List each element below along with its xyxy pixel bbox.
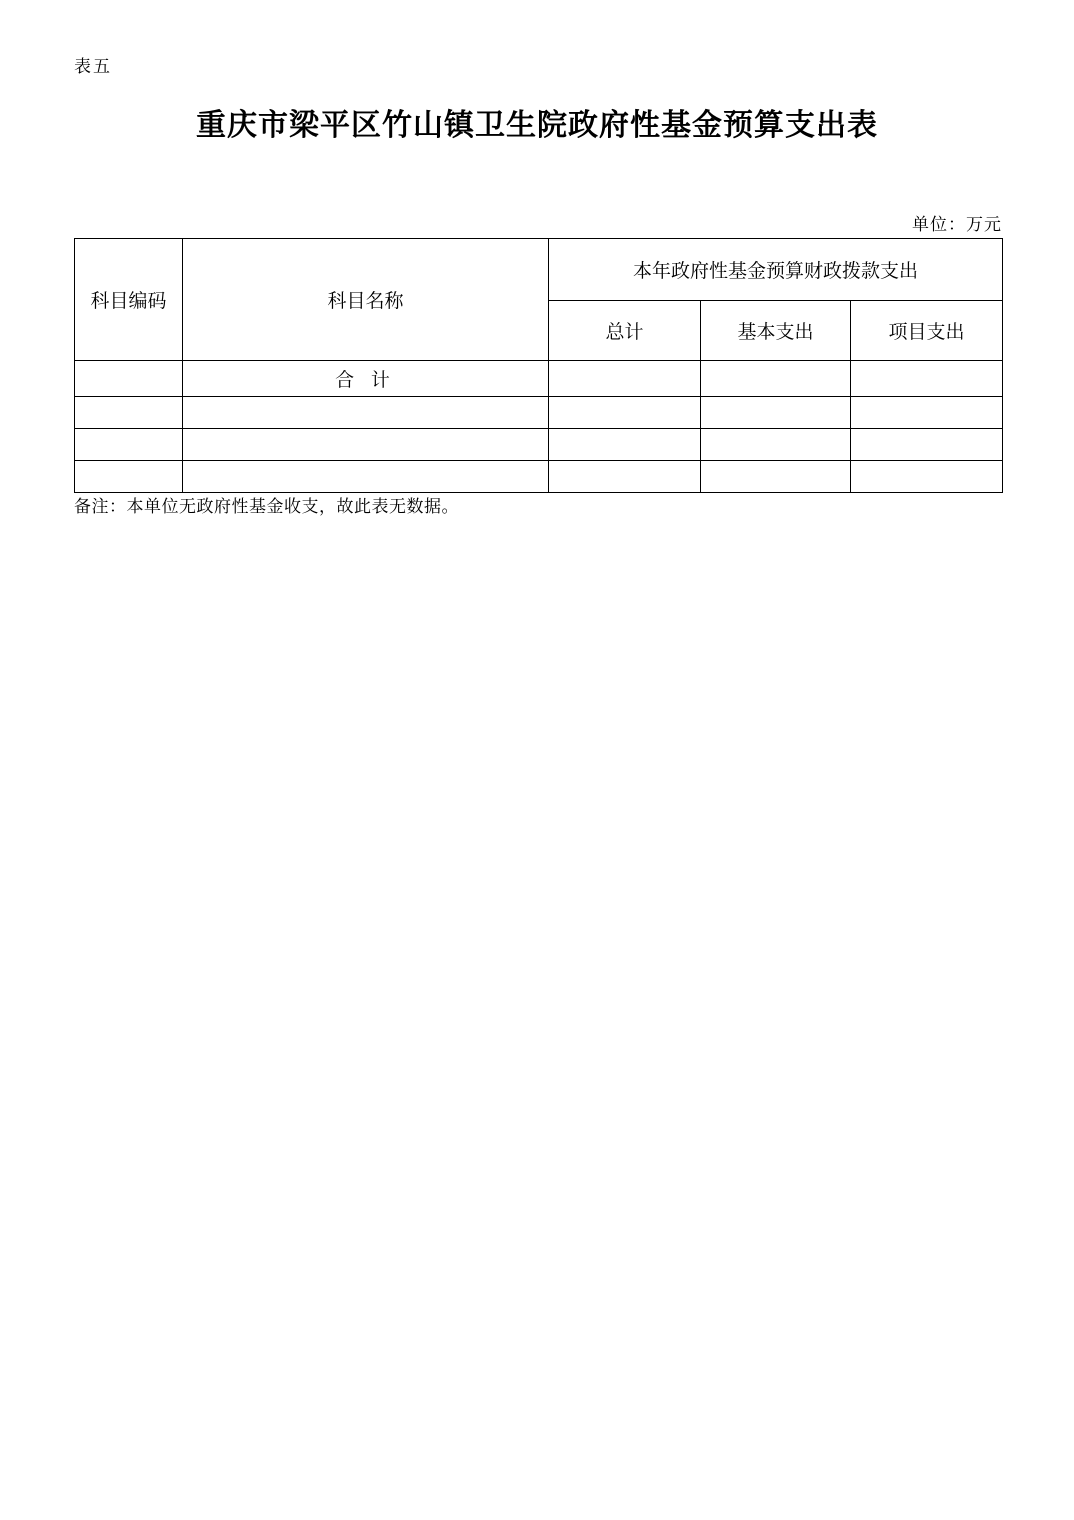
cell-name (183, 461, 549, 493)
cell-project (851, 361, 1003, 397)
cell-total (549, 361, 701, 397)
table-row (75, 397, 1003, 429)
column-header-code: 科目编码 (75, 239, 183, 361)
cell-code (75, 461, 183, 493)
cell-code (75, 361, 183, 397)
sheet-label: 表五 (74, 57, 112, 76)
budget-table (74, 238, 1003, 493)
cell-name (183, 397, 549, 429)
table-row (75, 461, 1003, 493)
cell-name: 合 计 (183, 361, 549, 397)
cell-code (75, 397, 183, 429)
column-header-group: 本年政府性基金预算财政拨款支出 (549, 239, 1003, 301)
cell-basic (701, 429, 851, 461)
table-header (75, 239, 1003, 361)
cell-total (549, 397, 701, 429)
budget-table-container (74, 238, 1002, 493)
cell-total (549, 461, 701, 493)
table-remark: 备注：本单位无政府性基金收支，故此表无数据。 (74, 497, 459, 516)
cell-total (549, 429, 701, 461)
table-header-row-1 (75, 239, 1003, 301)
page-title: 重庆市梁平区竹山镇卫生院政府性基金预算支出表 (196, 109, 878, 142)
cell-project (851, 397, 1003, 429)
cell-project (851, 461, 1003, 493)
table-row (75, 429, 1003, 461)
cell-code (75, 429, 183, 461)
column-header-total: 总计 (549, 301, 701, 361)
cell-project (851, 429, 1003, 461)
cell-basic (701, 361, 851, 397)
cell-basic (701, 461, 851, 493)
cell-name (183, 429, 549, 461)
unit-note: 单位：万元 (912, 215, 1002, 234)
cell-basic (701, 397, 851, 429)
column-header-name: 科目名称 (183, 239, 549, 361)
column-header-project: 项目支出 (851, 301, 1003, 361)
table-body (75, 361, 1003, 493)
table-row (75, 361, 1003, 397)
column-header-basic: 基本支出 (701, 301, 851, 361)
